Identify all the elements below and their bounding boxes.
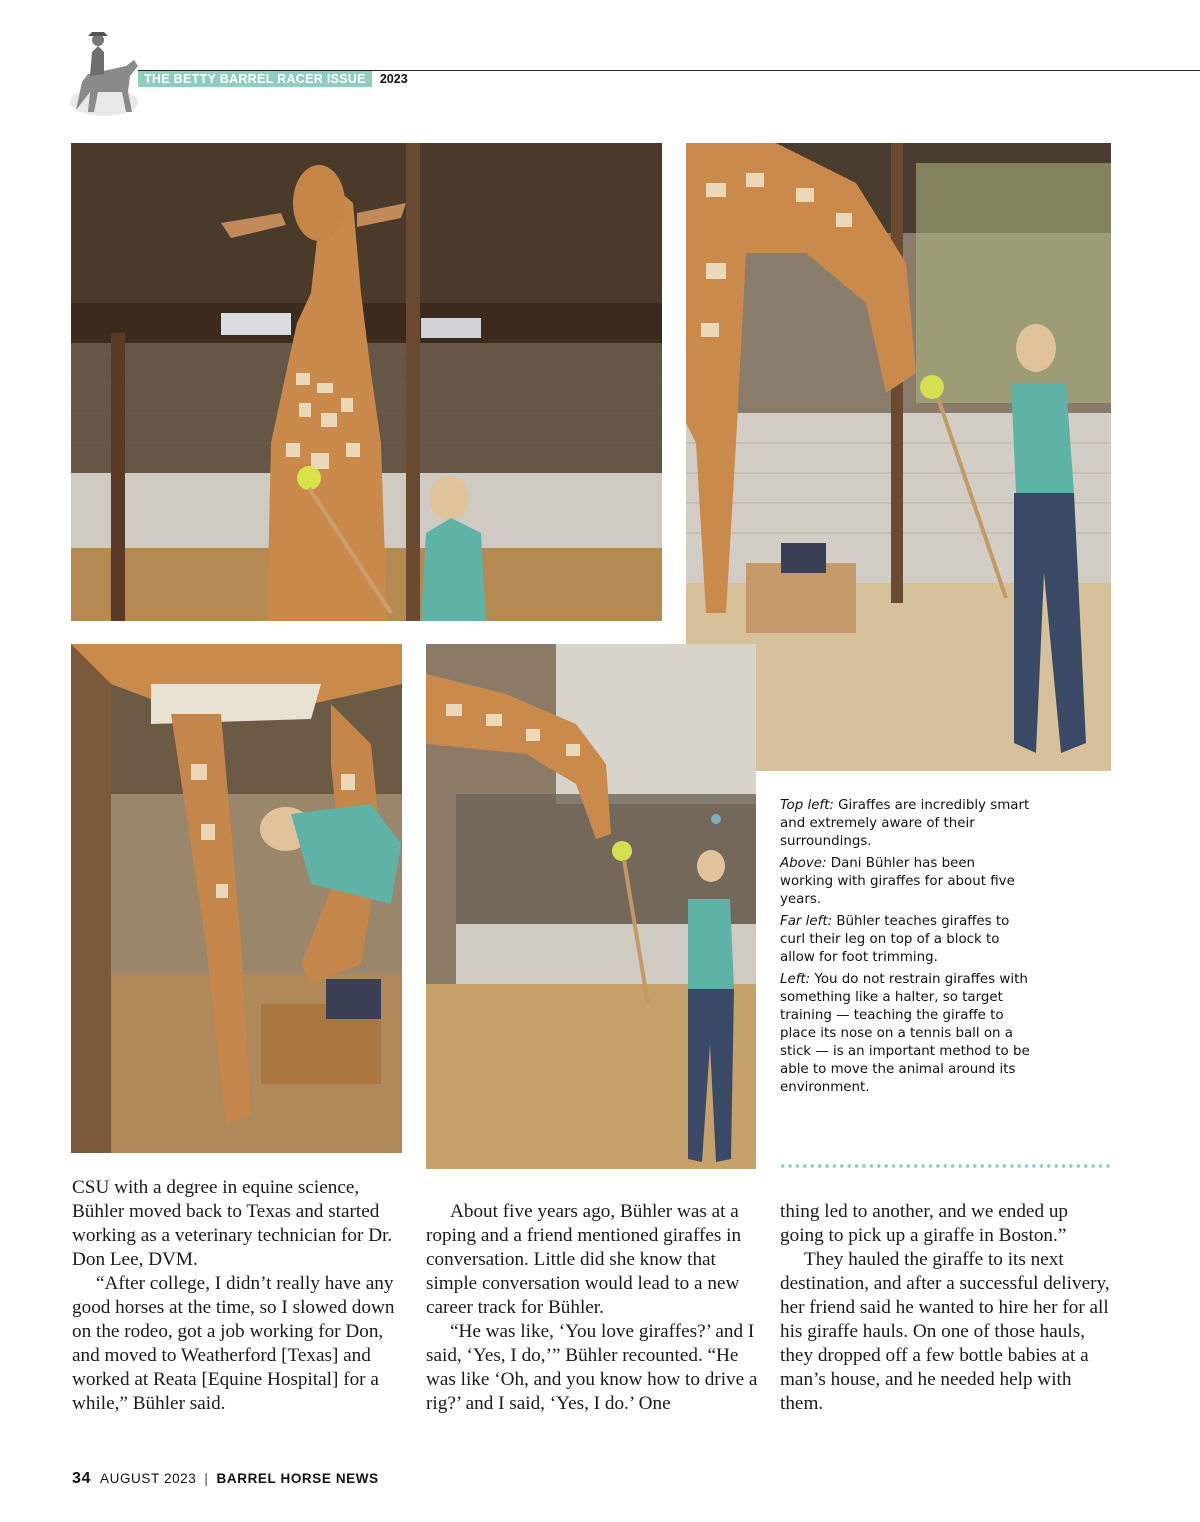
magazine-name: BARREL HORSE NEWS <box>216 1471 379 1486</box>
paragraph: “After college, I didn’t really have any good horses at the time, so I slowed down on the rodeo, got a job working for Don, and moved to Weatherford [Texas] and worked at Reata [Equine Hospital] for a while,” Bühler said. <box>72 1273 395 1414</box>
paragraph: About five years ago, Bühler was at a roping and a friend mentioned giraffes in conversation. Little did she know that simple conversation would lead to a new career track for Bühler. <box>426 1201 742 1318</box>
issue-tag: THE BETTY BARREL RACER ISSUE <box>138 71 372 87</box>
caption-far-left: Far left: Bühler teaches giraffes to curl their leg on top of a block to allow for foot trimming. <box>780 914 1010 965</box>
paragraph: They hauled the giraffe to its next destination, and after a successful delivery, her friend said he wanted to hire her for all his giraffe hauls. On one of those hauls, they dropped off a few bottle babies at a man’s house, and he needed help with them. <box>780 1249 1110 1414</box>
caption-above: Above: Dani Bühler has been working with giraffes for about five years. <box>780 856 1015 907</box>
footer-separator: | <box>204 1471 209 1486</box>
body-column-3 <box>780 1200 1115 1416</box>
photo-giraffe-looking-at-camera <box>71 143 662 621</box>
caption-top-left: Top left: Giraffes are incredibly smart and extremely aware of their surroundings. <box>780 798 1030 849</box>
issue-year: 2023 <box>372 71 408 87</box>
dotted-divider <box>779 1163 1113 1169</box>
page-number: 34 <box>72 1470 91 1487</box>
paragraph: thing led to another, and we ended up going to pick up a giraffe in Boston.” <box>780 1201 1069 1246</box>
photo-captions <box>780 797 1030 1101</box>
page-footer <box>72 1470 379 1488</box>
paragraph: “He was like, ‘You love giraffes?’ and I said, ‘Yes, I do,’” Bühler recounted. “He was like ‘Oh, and you know how to drive a rig?’ and I said, ‘Yes, I do.’ One <box>426 1321 758 1414</box>
photo-giraffe-leg-on-block <box>71 644 402 1153</box>
body-column-1 <box>72 1176 407 1416</box>
issue-date: AUGUST 2023 <box>100 1471 197 1486</box>
paragraph: CSU with a degree in equine science, Bühler moved back to Texas and started working as a veterinary technician for Dr. Don Lee, DVM. <box>72 1177 393 1270</box>
body-column-2 <box>426 1200 761 1416</box>
header-bar <box>138 71 408 87</box>
cowgirl-on-horse-logo-icon <box>68 22 140 118</box>
photo-woman-holding-target-stick <box>426 644 756 1169</box>
caption-left: Left: You do not restrain giraffes with something like a halter, so target training — teaching the giraffe to place its nose on a tennis ball on a stick — is an important method to be able to move the animal around its environment. <box>780 972 1030 1095</box>
